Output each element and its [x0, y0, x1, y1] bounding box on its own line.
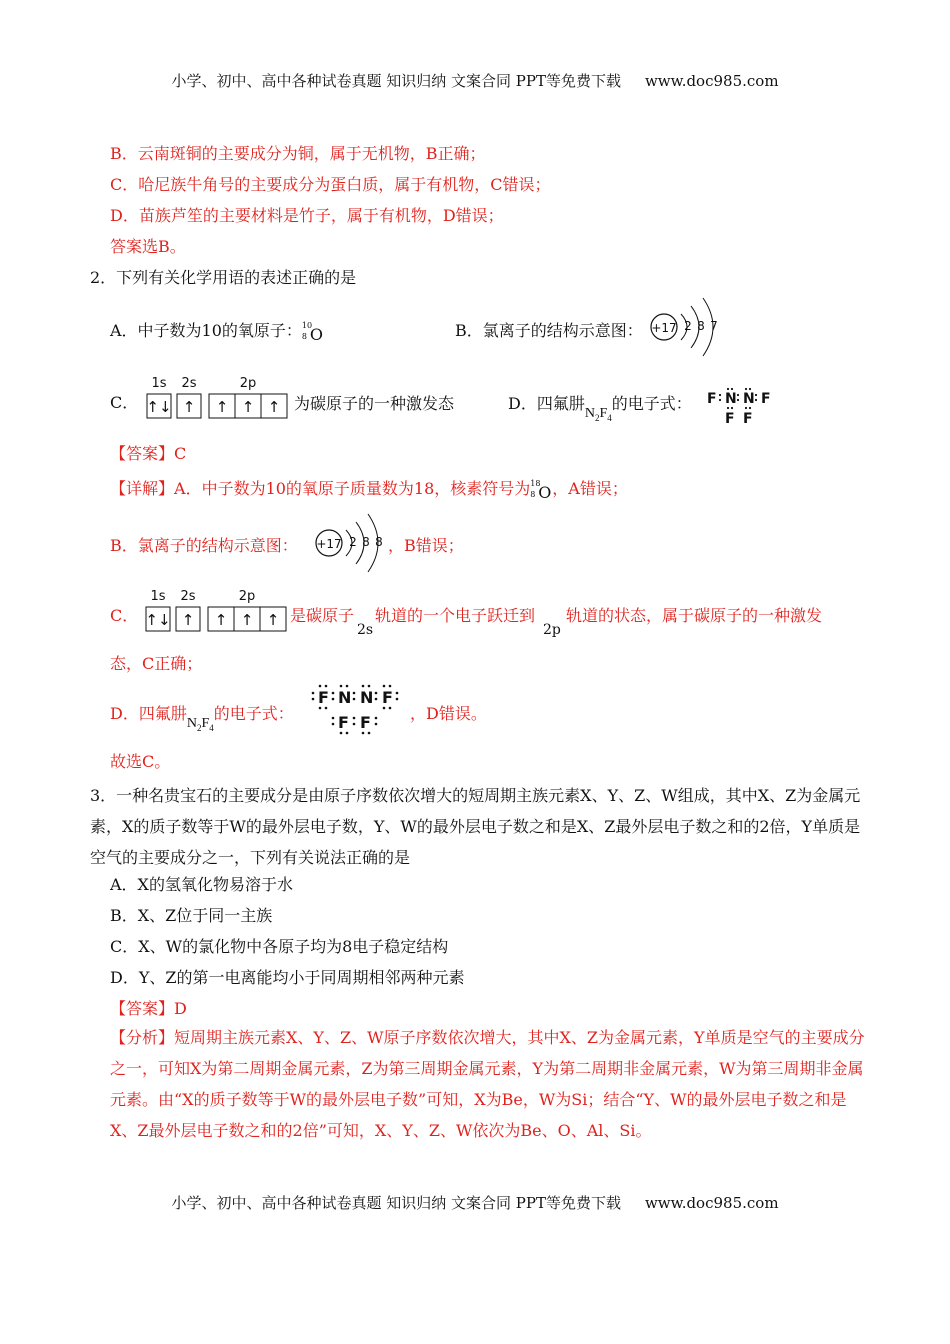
orbital-2s-label: 2s	[357, 622, 374, 638]
formula-f-sub: 4	[209, 722, 214, 733]
detail-label: 【详解】	[110, 479, 175, 498]
formula-f: F	[201, 716, 210, 731]
q2-detail-c-prefix: C．	[110, 606, 139, 625]
page-header	[0, 70, 950, 91]
formula-f-sub: 4	[607, 412, 612, 423]
detail-a-end: ，A错误；	[552, 479, 628, 498]
q1-option-c-explanation: C．哈尼族牛角号的主要成分为蛋白质，属于有机物，C错误；	[110, 175, 551, 194]
q2-detail-b-end: ，B错误；	[388, 536, 464, 555]
mass-number: 10	[301, 320, 313, 330]
orbital-box-2p-3: ↑	[267, 398, 281, 416]
nucleus-charge: +17	[316, 537, 342, 551]
n2f4-formula	[187, 714, 214, 738]
q2-option-a-text: A．中子数为10的氧原子：	[110, 321, 302, 340]
atom-n: N	[725, 391, 737, 407]
n2f4-electron-formula-wrong	[703, 386, 775, 428]
page-footer	[0, 1192, 950, 1213]
formula-n: N	[584, 406, 595, 421]
q3-stem: 3．一种名贵宝石的主要成分是由原子序数依次增大的短周期主族元素X、Y、Z、W组成，其中X、Z为金属元素，X的质子数等于W的最外层电子数，Y、W的最外层电子数之和是X、Z最外层电子数之和的2倍，Y单质是空气的主要成分之一，下列有关说法正确的是	[90, 786, 861, 867]
orbital-box-2p-1: ↑	[215, 398, 229, 416]
q2-detail-c-4: 态，C正确；	[110, 654, 203, 673]
chloride-structure-diagram-correct	[310, 508, 390, 578]
q2-option-c-text: 为碳原子的一种激发态	[294, 394, 455, 413]
shell3-electrons: 8	[375, 535, 383, 549]
atom-f: F	[338, 713, 349, 732]
q2-option-d-text: D．四氟肼	[508, 394, 585, 413]
q3-option-b: B．X、Z位于同一主族	[110, 906, 273, 925]
header-url[interactable]: www.doc985.com	[644, 72, 779, 90]
shell1-electrons: 2	[684, 319, 692, 333]
chloride-structure-diagram-wrong	[645, 292, 725, 362]
q2-answer: 【答案】C	[110, 444, 187, 463]
q2-option-d	[508, 394, 692, 423]
formula-n-sub: 2	[594, 412, 600, 423]
orbital-box-2p-1: ↑	[214, 611, 228, 629]
oxygen-nuclide-symbol	[302, 322, 324, 342]
q2-option-a	[110, 321, 324, 342]
detail-a-text: A．中子数为10的氧原子质量数为18，核素符号为	[174, 479, 531, 498]
atomic-number: 8	[301, 331, 308, 341]
formula-n-sub: 2	[196, 722, 202, 733]
atomic-number: 8	[530, 489, 536, 499]
element-symbol: O	[309, 324, 324, 344]
orbital-label-1s: 1s	[150, 589, 166, 604]
header-text: 小学、初中、高中各种试卷真题 知识归纳 文案合同 PPT等免费下载	[171, 72, 621, 90]
atom-f: F	[707, 391, 717, 407]
orbital-box-2p-2: ↑	[240, 611, 254, 629]
q3-option-a: A．X的氢氧化物易溶于水	[110, 875, 293, 894]
q1-option-d-explanation: D．苗族芦笙的主要材料是竹子，属于有机物，D错误；	[110, 206, 504, 225]
q1-option-b-explanation: B．云南斑铜的主要成分为铜，属于无机物，B正确；	[110, 144, 486, 163]
shell1-electrons: 2	[349, 535, 357, 549]
formula-f: F	[599, 406, 608, 421]
n2f4-formula	[585, 404, 612, 428]
orbital-label-2s: 2s	[181, 376, 197, 391]
q2-option-d-after: 的电子式：	[611, 394, 692, 413]
orbital-2p-label: 2p	[543, 622, 561, 638]
q2-conclusion: 故选C。	[110, 752, 171, 771]
orbital-label-1s: 1s	[151, 376, 167, 391]
q3-option-d: D．Y、Z的第一电离能均小于同周期相邻两种元素	[110, 968, 465, 987]
atom-f: F	[360, 713, 371, 732]
atom-f: F	[761, 391, 771, 407]
q2-detail-c-2: 轨道的一个电子跃迁到	[375, 606, 536, 625]
footer-text: 小学、初中、高中各种试卷真题 知识归纳 文案合同 PPT等免费下载	[171, 1194, 621, 1212]
atom-f: F	[743, 411, 753, 427]
q3-option-c: C．X、W的氯化物中各原子均为8电子稳定结构	[110, 937, 449, 956]
q2-detail-c-3: 轨道的状态，属于碳原子的一种激发	[566, 606, 823, 625]
orbital-label-2s: 2s	[180, 589, 196, 604]
q2-detail-a	[110, 479, 628, 500]
orbital-box-2s: ↑	[181, 611, 195, 629]
formula-n: N	[186, 716, 197, 731]
detail-d-after: 的电子式：	[213, 704, 294, 723]
mass-number: 18	[530, 478, 541, 488]
n2f4-electron-formula-correct	[308, 682, 408, 736]
element-symbol: O	[538, 482, 552, 502]
q3-analysis: 【分析】短周期主族元素X、Y、Z、W原子序数依次增大，其中X、Z为金属元素，Y单质是空气的主要成分之一，可知X为第二周期金属元素，Z为第三周期金属元素，Y为第二周期非金属元素，W为第三周期非金属元素。由“X的质子数等于W的最外层电子数”可知，X为Be，W为Si；结合“Y、W的最外层电子数之和是X、Z最外层电子数之和的2倍”可知，X、Y、Z、W依次为Be、O、Al、Si。	[110, 1028, 865, 1140]
q3-answer: 【答案】D	[110, 999, 187, 1018]
atom-n: N	[338, 688, 352, 707]
q2-detail-c-1: 是碳原子	[290, 606, 355, 625]
carbon-orbital-diagram-q	[144, 374, 292, 422]
orbital-box-2p-2: ↑	[241, 398, 255, 416]
orbital-box-2s: ↑	[182, 398, 196, 416]
atom-f: F	[382, 688, 393, 707]
q2-option-c-prefix: C．	[110, 393, 139, 412]
atom-n: N	[743, 391, 755, 407]
q2-detail-d	[110, 704, 294, 733]
orbital-box-2p-3: ↑	[266, 611, 280, 629]
shell2-electrons: 8	[697, 319, 705, 333]
orbital-label-2p: 2p	[238, 589, 256, 604]
atom-n: N	[360, 688, 374, 707]
atom-f: F	[725, 411, 735, 427]
orbital-box-1s: ↑↓	[146, 398, 172, 416]
shell3-electrons: 7	[710, 319, 718, 333]
carbon-orbital-diagram-detail	[143, 587, 291, 635]
detail-d-text: D．四氟肼	[110, 704, 187, 723]
q2-detail-d-end: ，D错误。	[410, 704, 487, 723]
q1-answer: 答案选B。	[110, 237, 186, 256]
oxygen-18-nuclide	[530, 480, 552, 500]
nucleus-charge: +17	[651, 321, 677, 335]
orbital-box-1s: ↑↓	[145, 611, 171, 629]
q2-stem: 2．下列有关化学用语的表述正确的是	[90, 268, 357, 287]
orbital-label-2p: 2p	[239, 376, 257, 391]
q2-detail-b: B．氯离子的结构示意图：	[110, 536, 298, 555]
shell2-electrons: 8	[362, 535, 370, 549]
footer-url[interactable]: www.doc985.com	[644, 1194, 779, 1212]
q2-option-b-text: B．氯离子的结构示意图：	[455, 321, 643, 340]
atom-f: F	[318, 688, 329, 707]
